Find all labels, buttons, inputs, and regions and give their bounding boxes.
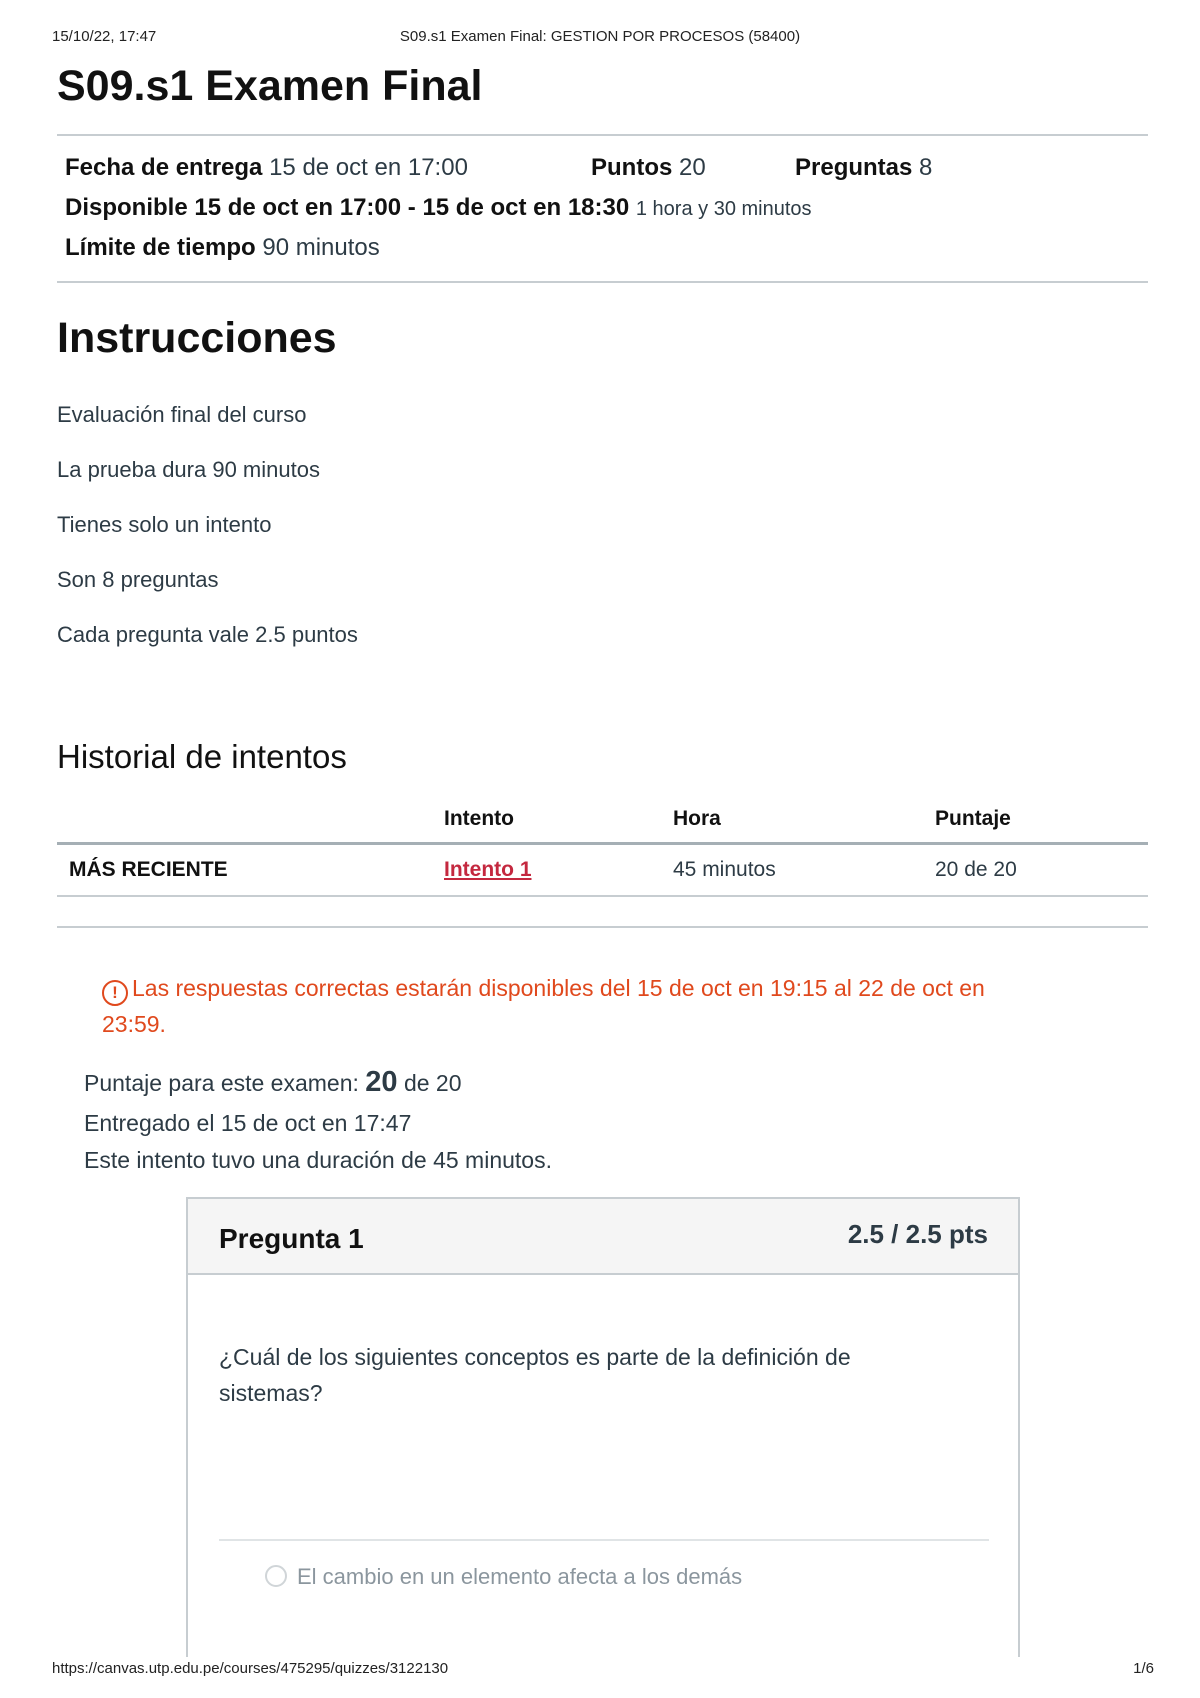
print-page-number: 1/6 xyxy=(1133,1660,1154,1677)
instruction-item: Evaluación final del curso xyxy=(57,402,307,427)
print-datetime: 15/10/22, 17:47 xyxy=(52,28,157,45)
score-suffix: de 20 xyxy=(403,1070,462,1096)
due-value: 15 de oct en 17:00 xyxy=(269,154,468,181)
divider xyxy=(57,134,1148,136)
attempt-cell xyxy=(432,844,661,897)
column-header xyxy=(57,796,432,844)
instruction-item: Cada pregunta vale 2.5 puntos xyxy=(57,622,358,647)
question-title: Pregunta 1 xyxy=(219,1223,364,1254)
score-summary xyxy=(84,1066,462,1099)
attempt-history-table xyxy=(57,796,1148,897)
answers-availability-notice xyxy=(102,970,1042,1042)
table-row xyxy=(57,844,1148,897)
column-header-attempt: Intento xyxy=(432,796,661,844)
questions-label: Preguntas xyxy=(795,154,913,181)
attempt-score: 20 de 20 xyxy=(923,844,1148,897)
points-value: 20 xyxy=(679,154,706,181)
attempt-duration: Este intento tuvo una duración de 45 minutos. xyxy=(84,1147,552,1173)
time-limit-label: Límite de tiempo xyxy=(65,234,256,261)
answer-option-label: El cambio en un elemento afecta a los demás xyxy=(297,1564,743,1589)
divider xyxy=(57,281,1148,283)
question-points: 2.5 / 2.5 pts xyxy=(847,1219,988,1249)
instruction-item: Tienes solo un intento xyxy=(57,512,272,537)
question-card xyxy=(186,1197,1020,1657)
available-duration: 1 hora y 30 minutos xyxy=(635,198,812,220)
submitted-at: Entregado el 15 de oct en 17:47 xyxy=(84,1110,412,1136)
history-heading: Historial de intentos xyxy=(57,738,347,775)
available-label: Disponible xyxy=(65,194,188,221)
due-label: Fecha de entrega xyxy=(65,154,263,181)
instructions-heading: Instrucciones xyxy=(57,314,337,362)
notice-text: Las respuestas correctas estarán disponibles del 15 de oct en 19:15 al 22 de oct en 23:59. xyxy=(102,975,985,1037)
attempt-label: MÁS RECIENTE xyxy=(57,844,432,897)
divider xyxy=(57,926,1148,928)
quiz-meta-row-1 xyxy=(65,154,468,182)
warning-icon: ! xyxy=(102,980,128,1006)
question-text: ¿Cuál de los siguientes conceptos es parte de la definición de sistemas? xyxy=(219,1344,851,1406)
time-limit-value: 90 minutos xyxy=(262,234,380,261)
instructions-list xyxy=(57,402,358,677)
question-header xyxy=(188,1199,1018,1275)
print-url: https://canvas.utp.edu.pe/courses/475295/quizzes/3122130 xyxy=(52,1660,449,1677)
column-header-score: Puntaje xyxy=(923,796,1148,844)
answer-option[interactable] xyxy=(265,1564,742,1590)
table-header-row xyxy=(57,796,1148,844)
quiz-title: S09.s1 Examen Final xyxy=(57,62,483,110)
points-label: Puntos xyxy=(591,154,673,181)
instruction-item: Son 8 preguntas xyxy=(57,567,219,592)
column-header-time: Hora xyxy=(661,796,923,844)
questions-meta xyxy=(795,154,932,182)
instruction-item: La prueba dura 90 minutos xyxy=(57,457,320,482)
score-label: Puntaje para este examen: xyxy=(84,1070,359,1096)
available-value: 15 de oct en 17:00 - 15 de oct en 18:30 xyxy=(194,194,630,221)
score-value: 20 xyxy=(365,1066,398,1098)
divider xyxy=(219,1539,989,1541)
availability-meta xyxy=(65,194,812,222)
radio-icon[interactable] xyxy=(265,1565,287,1587)
time-limit-meta xyxy=(65,234,380,262)
attempt-time: 45 minutos xyxy=(661,844,923,897)
points-meta xyxy=(591,154,706,182)
questions-value: 8 xyxy=(919,154,933,181)
attempt-link[interactable]: Intento 1 xyxy=(444,858,532,881)
print-page-title: S09.s1 Examen Final: GESTION POR PROCESOS (58400) xyxy=(399,28,801,45)
